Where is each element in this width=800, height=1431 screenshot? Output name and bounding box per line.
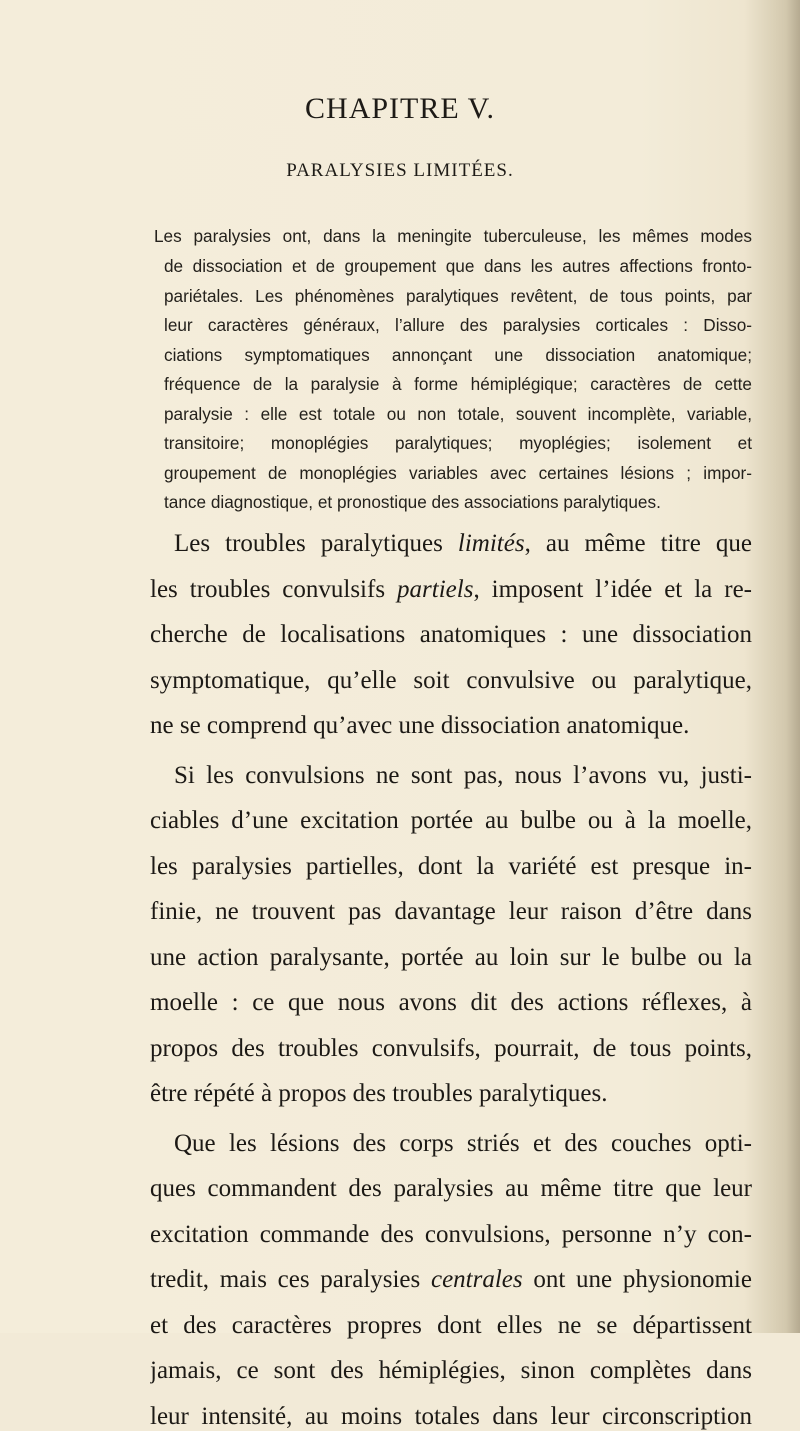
summary-line: transitoire; monoplégies paralytiques; myoplégies; isolement et <box>164 433 752 453</box>
summary-line: pariétales. Les phénomènes paralytiques revêtent, de tous points, par <box>164 286 752 306</box>
paragraph-line: Que les lésions des corps striés et des couches opti- <box>174 1130 752 1157</box>
paragraph-line: ques commandent des paralysies au même titre que leur <box>150 1175 752 1202</box>
paragraph-line: les paralysies partielles, dont la variété est presque in- <box>150 853 752 880</box>
paragraph-line: propos des troubles convulsifs, pourrait, de tous points, <box>150 1035 752 1062</box>
paragraph-line: jamais, ce sont des hémiplégies, sinon complètes dans <box>150 1357 752 1384</box>
paragraph-line: être répété à propos des troubles paralytiques. <box>150 1080 608 1107</box>
paragraph-line: tredit, mais ces paralysies centrales ont une physionomie <box>150 1266 752 1293</box>
paragraph-line: une action paralysante, portée au loin sur le bulbe ou la <box>150 944 752 971</box>
section-title: PARALYSIES LIMITÉES. <box>286 160 514 181</box>
paragraph-line: ne se comprend qu’avec une dissociation anatomique. <box>150 712 690 739</box>
summary-line: de dissociation et de groupement que dans les autres affections fronto- <box>164 256 752 276</box>
paragraph-line: Si les convulsions ne sont pas, nous l’avons vu, justi- <box>174 762 752 789</box>
paragraph-line: leur intensité, au moins totales dans leur circonscription <box>150 1403 752 1430</box>
summary-line: Les paralysies ont, dans la meningite tuberculeuse, les mêmes modes <box>154 226 752 246</box>
summary-line: leur caractères généraux, l’allure des paralysies corticales : Disso- <box>164 315 752 335</box>
chapter-title: CHAPITRE V. <box>305 92 495 125</box>
paragraph-line: et des caractères propres dont elles ne se départissent <box>150 1312 752 1339</box>
summary-line: tance diagnostique, et pronostique des associations paralytiques. <box>164 492 661 512</box>
summary-line: ciations symptomatiques annonçant une dissociation anatomique; <box>164 345 752 365</box>
paragraph-line: symptomatique, qu’elle soit convulsive ou paralytique, <box>150 667 752 694</box>
paragraph-line: les troubles convulsifs partiels, imposent l’idée et la re- <box>150 576 752 603</box>
emphasis-partiels: partiels <box>397 576 474 603</box>
paragraph-line: finie, ne trouvent pas davantage leur raison d’être dans <box>150 898 752 925</box>
paragraph-line: ciables d’une excitation portée au bulbe ou à la moelle, <box>150 807 752 834</box>
emphasis-centrales: centrales <box>430 1266 523 1293</box>
summary-line: fréquence de la paralysie à forme hémiplégique; caractères de cette <box>164 374 752 394</box>
paragraph-line: moelle : ce que nous avons dit des actions réflexes, à <box>150 989 752 1016</box>
summary-line: groupement de monoplégies variables avec certaines lésions ; impor- <box>164 463 752 483</box>
paragraph-line: cherche de localisations anatomiques : une dissociation <box>150 621 752 648</box>
paragraph-line: excitation commande des convulsions, personne n’y con- <box>150 1221 752 1248</box>
page-edge-shadow <box>786 0 800 1333</box>
summary-line: paralysie : elle est totale ou non totale, souvent incomplète, variable, <box>164 404 752 424</box>
emphasis-limites: limités <box>457 530 525 557</box>
paragraph-line: Les troubles paralytiques limités, au même titre que <box>174 530 752 557</box>
